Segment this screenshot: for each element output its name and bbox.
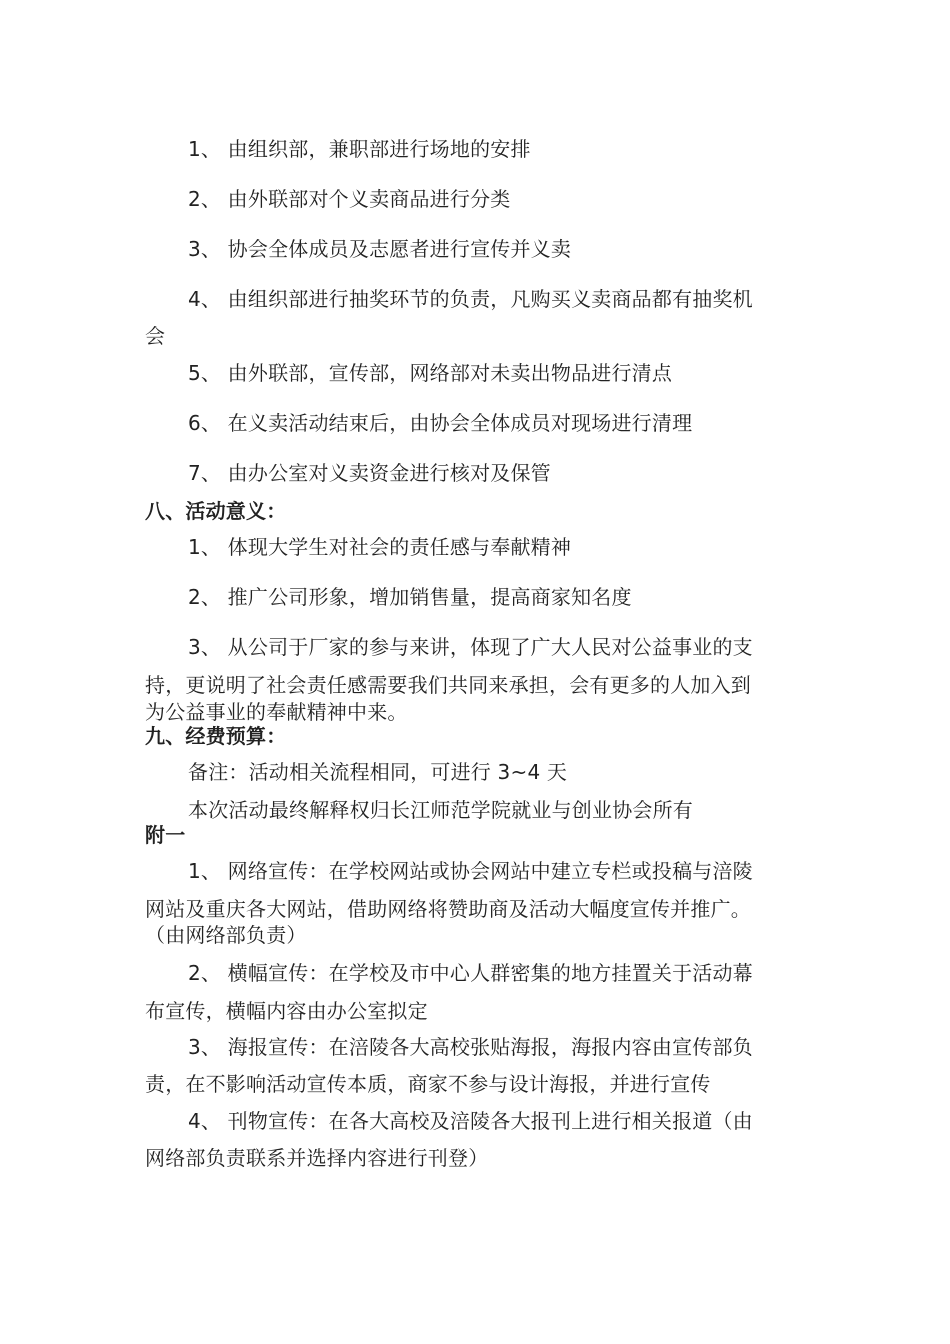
section8-heading: 八、活动意义： — [145, 499, 287, 523]
section7-item-4: 4、 由组织部进行抽奖环节的负责，凡购买义卖商品都有抽奖机 — [188, 287, 753, 311]
section8-item-1: 1、 体现大学生对社会的责任感与奉献精神 — [188, 535, 572, 559]
appendix-item-3: 3、 海报宣传：在涪陵各大高校张贴海报，海报内容由宣传部负 — [188, 1035, 753, 1059]
appendix-item-4-continued: 网络部负责联系并选择内容进行刊登） — [145, 1146, 489, 1170]
section7-item-2: 2、 由外联部对个义卖商品进行分类 — [188, 187, 511, 211]
appendix-item-3-continued: 责，在不影响活动宣传本质，商家不参与设计海报，并进行宣传 — [145, 1072, 711, 1096]
section7-item-1: 1、 由组织部，兼职部进行场地的安排 — [188, 137, 531, 161]
section9-heading: 九、经费预算： — [145, 724, 287, 748]
section7-item-3: 3、 协会全体成员及志愿者进行宣传并义卖 — [188, 237, 572, 261]
section8-item-2: 2、 推广公司形象，增加销售量，提高商家知名度 — [188, 585, 632, 609]
section8-item-3: 3、 从公司于厂家的参与来讲，体现了广大人民对公益事业的支 — [188, 635, 753, 659]
section7-item-7: 7、 由办公室对义卖资金进行核对及保管 — [188, 461, 551, 485]
appendix-item-1-continued-1: 网站及重庆各大网站，借助网络将赞助商及活动大幅度宣传并推广。 — [145, 897, 751, 921]
section7-item-6: 6、 在义卖活动结束后，由协会全体成员对现场进行清理 — [188, 411, 693, 435]
appendix-item-1: 1、 网络宣传：在学校网站或协会网站中建立专栏或投稿与涪陵 — [188, 859, 753, 883]
section9-note-2: 本次活动最终解释权归长江师范学院就业与创业协会所有 — [188, 798, 693, 822]
appendix-item-2-continued: 布宣传，横幅内容由办公室拟定 — [145, 999, 428, 1023]
appendix-item-4: 4、 刊物宣传：在各大高校及涪陵各大报刊上进行相关报道（由 — [188, 1109, 753, 1133]
section7-item-5: 5、 由外联部，宣传部，网络部对未卖出物品进行清点 — [188, 361, 673, 385]
appendix-item-1-continued-2: （由网络部负责） — [145, 923, 307, 947]
section9-note-1: 备注：活动相关流程相同，可进行 3~4 天 — [188, 760, 568, 784]
section7-item-4-continued: 会 — [145, 324, 166, 348]
appendix-item-2: 2、 横幅宣传：在学校及市中心人群密集的地方挂置关于活动幕 — [188, 961, 753, 985]
section8-item-3-continued-1: 持，更说明了社会责任感需要我们共同来承担，会有更多的人加入到 — [145, 673, 751, 697]
appendix-heading: 附一 — [145, 823, 186, 847]
section8-item-3-continued-2: 为公益事业的奉献精神中来。 — [145, 700, 408, 724]
